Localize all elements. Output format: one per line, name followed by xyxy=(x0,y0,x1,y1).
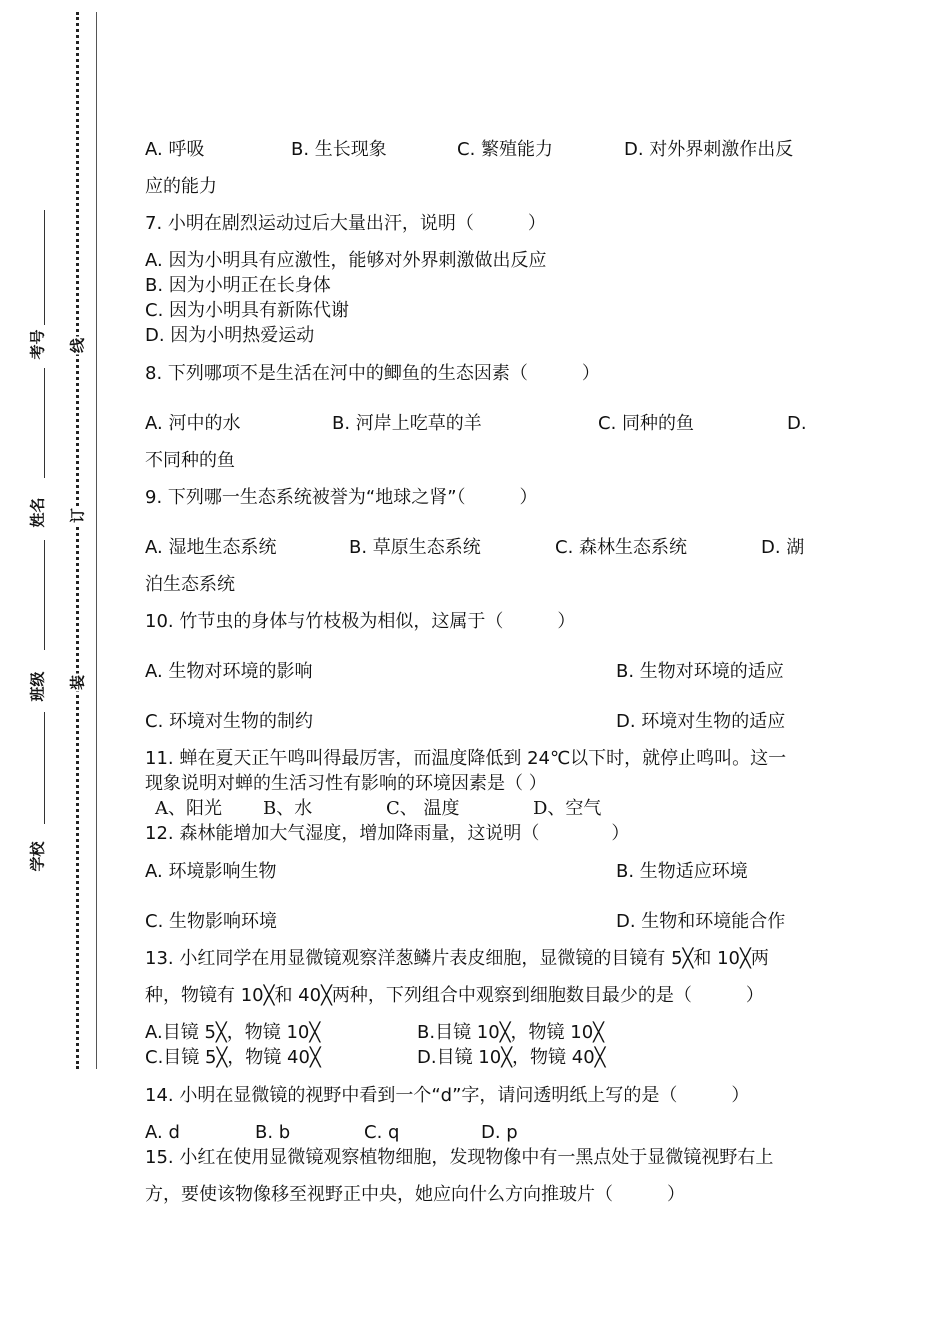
q11-option-b: B、水 xyxy=(263,798,313,819)
question-11-line-1: 11. 蝉在夏天正午鸣叫得最厉害，而温度降低到 24℃以下时，就停止鸣叫。这一 xyxy=(145,748,787,769)
q7-option-c: C. 因为小明具有新陈代谢 xyxy=(145,300,350,321)
q12-option-c: C. 生物影响环境 xyxy=(145,911,278,932)
q13-option-d: D.目镜 10╳，物镜 40╳ xyxy=(417,1047,606,1068)
question-10: 10. 竹节虫的身体与竹枝极为相似，这属于（ ） xyxy=(145,611,576,632)
question-8: 8. 下列哪项不是生活在河中的鲫鱼的生态因素（ ） xyxy=(145,363,600,384)
exam-number-underline-2 xyxy=(44,368,45,478)
question-13-line-1: 13. 小红同学在用显微镜观察洋葱鳞片表皮细胞，显微镜的目镜有 5╳和 10╳两 xyxy=(145,948,769,969)
q10-option-a: A. 生物对环境的影响 xyxy=(145,661,313,682)
binding-mark-zhuang: 装 xyxy=(68,675,87,691)
q13-option-b: B.目镜 10╳，物镜 10╳ xyxy=(417,1022,604,1043)
name-label: 姓名 xyxy=(28,497,47,528)
q6-option-b: B. 生长现象 xyxy=(291,139,387,160)
q10-option-d: D. 环境对生物的适应 xyxy=(616,711,786,732)
question-7: 7. 小明在剧烈运动过后大量出汗，说明（ ） xyxy=(145,213,546,234)
dotted-cut-line xyxy=(76,12,79,1069)
class-label: 班级 xyxy=(28,671,47,702)
binding-mark-xian: 线 xyxy=(68,338,87,354)
q11-option-a: A、阳光 xyxy=(155,798,222,819)
q13-option-a: A.目镜 5╳，物镜 10╳ xyxy=(145,1022,321,1043)
q8-option-b: B. 河岸上吃草的羊 xyxy=(332,413,482,434)
q8-option-c: C. 同种的鱼 xyxy=(598,413,695,434)
q14-option-c: C. q xyxy=(364,1122,400,1143)
q8-option-d: D. xyxy=(787,413,807,434)
question-15-line-2: 方，要使该物像移至视野正中央，她应向什么方向推玻片（ ） xyxy=(145,1184,685,1205)
q9-option-d-continued: 泊生态系统 xyxy=(145,574,235,595)
binding-mark-ding: 订 xyxy=(68,508,87,524)
q6-option-a: A. 呼吸 xyxy=(145,139,205,160)
class-underline xyxy=(44,712,45,824)
exam-number-underline xyxy=(44,210,45,325)
q8-option-a: A. 河中的水 xyxy=(145,413,241,434)
q7-option-a: A. 因为小明具有应激性，能够对外界刺激做出反应 xyxy=(145,250,547,271)
q12-option-b: B. 生物适应环境 xyxy=(616,861,748,882)
q13-option-c: C.目镜 5╳，物镜 40╳ xyxy=(145,1047,321,1068)
question-14: 14. 小明在显微镜的视野中看到一个“d”字，请问透明纸上写的是（ ） xyxy=(145,1085,750,1106)
name-underline xyxy=(44,540,45,650)
question-15-line-1: 15. 小红在使用显微镜观察植物细胞，发现物像中有一黑点处于显微镜视野右上 xyxy=(145,1147,774,1168)
q6-option-d: D. 对外界刺激作出反 xyxy=(624,139,794,160)
q9-option-a: A. 湿地生态系统 xyxy=(145,537,277,558)
q14-option-a: A. d xyxy=(145,1122,180,1143)
q10-option-b: B. 生物对环境的适应 xyxy=(616,661,784,682)
q9-option-c: C. 森林生态系统 xyxy=(555,537,688,558)
q9-option-d: D. 湖 xyxy=(761,537,805,558)
q12-option-d: D. 生物和环境能合作 xyxy=(616,911,786,932)
q7-option-d: D. 因为小明热爱运动 xyxy=(145,325,315,346)
q9-option-b: B. 草原生态系统 xyxy=(349,537,481,558)
q7-option-b: B. 因为小明正在长身体 xyxy=(145,275,331,296)
margin-rule xyxy=(96,12,97,1069)
question-12: 12. 森林能增加大气湿度，增加降雨量，这说明（ ） xyxy=(145,823,630,844)
school-label: 学校 xyxy=(28,841,47,872)
exam-number-label: 考号 xyxy=(28,329,47,360)
q6-option-d-continued: 应的能力 xyxy=(145,176,217,197)
q8-option-d-continued: 不同种的鱼 xyxy=(145,450,235,471)
q10-option-c: C. 环境对生物的制约 xyxy=(145,711,314,732)
question-11-line-2: 现象说明对蝉的生活习性有影响的环境因素是（ ） xyxy=(145,773,547,794)
question-9: 9. 下列哪一生态系统被誉为“地球之肾”（ ） xyxy=(145,487,538,508)
q14-option-b: B. b xyxy=(255,1122,291,1143)
q6-option-c: C. 繁殖能力 xyxy=(457,139,554,160)
q11-option-d: D、空气 xyxy=(533,798,602,819)
q11-option-c: C、 温度 xyxy=(386,798,460,819)
question-13-line-2: 种，物镜有 10╳和 40╳两种，下列组合中观察到细胞数目最少的是（ ） xyxy=(145,985,764,1006)
q14-option-d: D. p xyxy=(481,1122,518,1143)
q12-option-a: A. 环境影响生物 xyxy=(145,861,277,882)
